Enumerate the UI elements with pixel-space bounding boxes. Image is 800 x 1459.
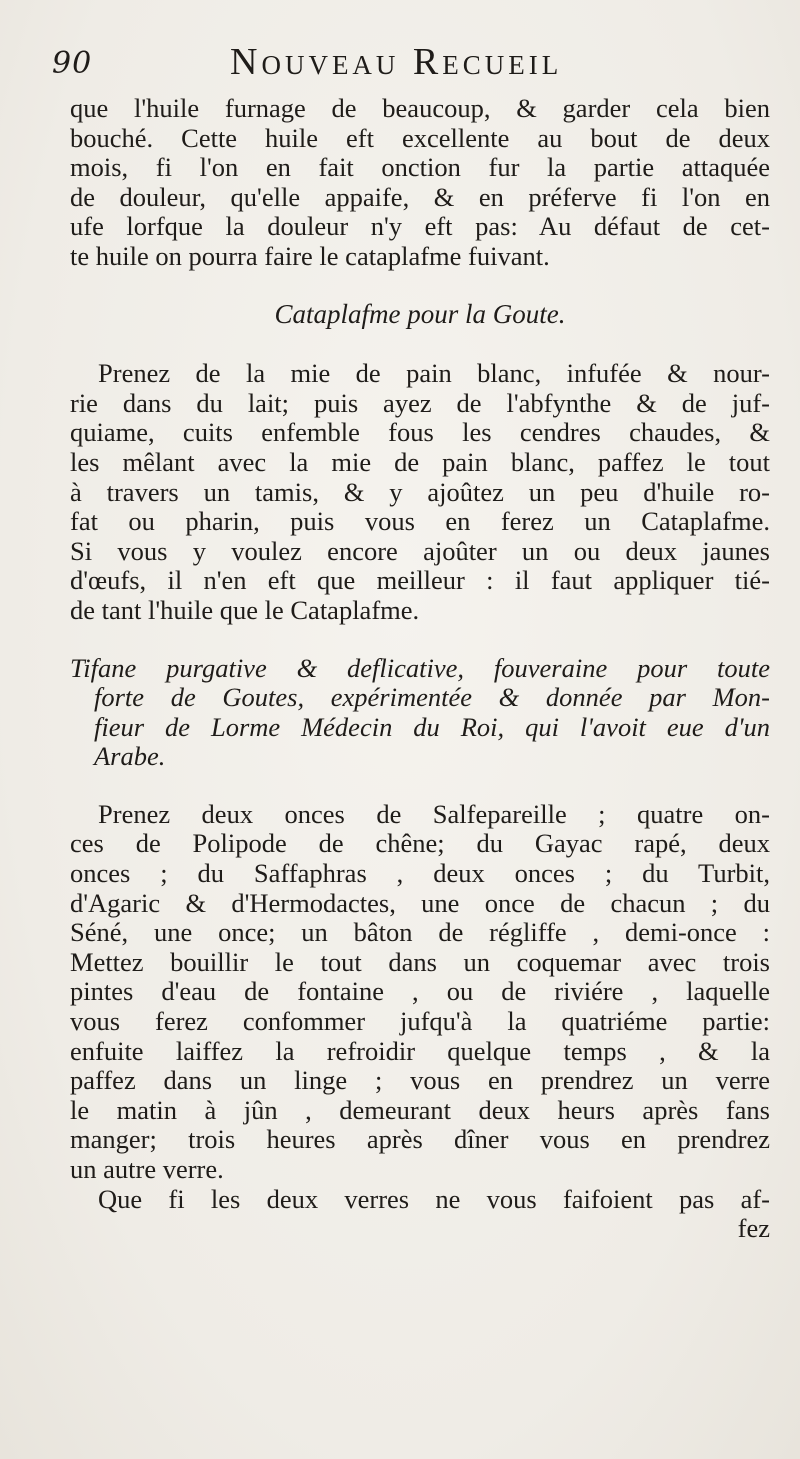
- paragraph-tisane: [70, 800, 770, 1244]
- text-line: te huile on pourra faire le cataplafme fuivant.: [70, 241, 550, 271]
- paragraph-huile-continuation: [70, 94, 770, 272]
- text-line: vous ferez confommer jufqu'à la quatriéme partie:: [70, 1007, 770, 1037]
- title-line: fieur de Lorme Médecin du Roi, qui l'avoit eue d'un: [94, 712, 770, 742]
- page-number: 90: [52, 46, 93, 81]
- page-header: [52, 40, 772, 90]
- text-line: d'œufs, il n'en eft que meilleur : il faut appliquer tié-: [70, 566, 770, 596]
- text-line: fat ou pharin, puis vous en ferez un Cataplafme.: [70, 507, 770, 537]
- text-line: de douleur, qu'elle appaife, & en préferve fi l'on en: [70, 182, 770, 212]
- text-line: de tant l'huile que le Cataplafme.: [70, 595, 420, 625]
- text-line: que l'huile furnage de beaucoup, & garder cela bien: [70, 94, 770, 123]
- catchword: fez: [737, 1214, 770, 1244]
- recipe-title-cataplasme: Cataplafme pour la Goute.: [274, 299, 566, 329]
- text-line: Que fi les deux verres ne vous faifoient pas af-: [98, 1184, 770, 1214]
- text-line: quiame, cuits enfemble fous les cendres chaudes, &: [70, 418, 770, 448]
- text-line: enfuite laiffez la refroidir quelque temps , & la: [70, 1036, 770, 1066]
- text-line: à travers un tamis, & y ajoûtez un peu d'huile ro-: [70, 477, 770, 507]
- text-line: manger; trois heures après dîner vous en prendrez: [70, 1125, 770, 1155]
- title-line: Arabe.: [94, 742, 166, 772]
- text-line: d'Agaric & d'Hermodactes, une once de chacun ; du: [70, 888, 770, 918]
- text-line: Prenez de la mie de pain blanc, infufée & nour-: [98, 359, 770, 389]
- text-line: Si vous y voulez encore ajoûter un ou deux jaunes: [70, 536, 770, 566]
- recipe-title-tisane: [70, 654, 770, 772]
- text-line: Séné, une once; un bâton de régliffe , demi-once :: [70, 918, 770, 948]
- paragraph-cataplasme: [70, 359, 770, 625]
- text-line: un autre verre.: [70, 1155, 224, 1184]
- title-line: forte de Goutes, expérimentée & donnée par Mon-: [94, 683, 770, 713]
- text-line: Prenez deux onces de Salfepareille ; quatre on-: [98, 799, 770, 829]
- text-line: le matin à jûn , demeurant deux heurs après fans: [70, 1095, 770, 1125]
- text-line: ufe lorfque la douleur n'y eft pas: Au défaut de cet-: [70, 212, 770, 242]
- text-line: paffez dans un linge ; vous en prendrez un verre: [70, 1066, 770, 1096]
- text-line: ces de Polipode de chêne; du Gayac rapé, deux: [70, 829, 770, 859]
- text-line: pintes d'eau de fontaine , ou de riviére , laquelle: [70, 977, 770, 1007]
- page-body: [70, 94, 770, 1244]
- text-line: mois, fi l'on en fait onction fur la partie attaquée: [70, 153, 770, 183]
- text-line: rie dans du lait; puis ayez de l'abfynthe & de juf-: [70, 388, 770, 418]
- text-line: les mêlant avec la mie de pain blanc, paffez le tout: [70, 447, 770, 477]
- text-line: Mettez bouillir le tout dans un coquemar avec trois: [70, 947, 770, 977]
- text-line: bouché. Cette huile eft excellente au bout de deux: [70, 123, 770, 153]
- text-line: onces ; du Saffaphras , deux onces ; du Turbit,: [70, 859, 770, 889]
- running-title: Nouveau Recueil: [230, 41, 563, 83]
- title-line: Tifane purgative & deflicative, fouveraine pour toute: [70, 653, 770, 683]
